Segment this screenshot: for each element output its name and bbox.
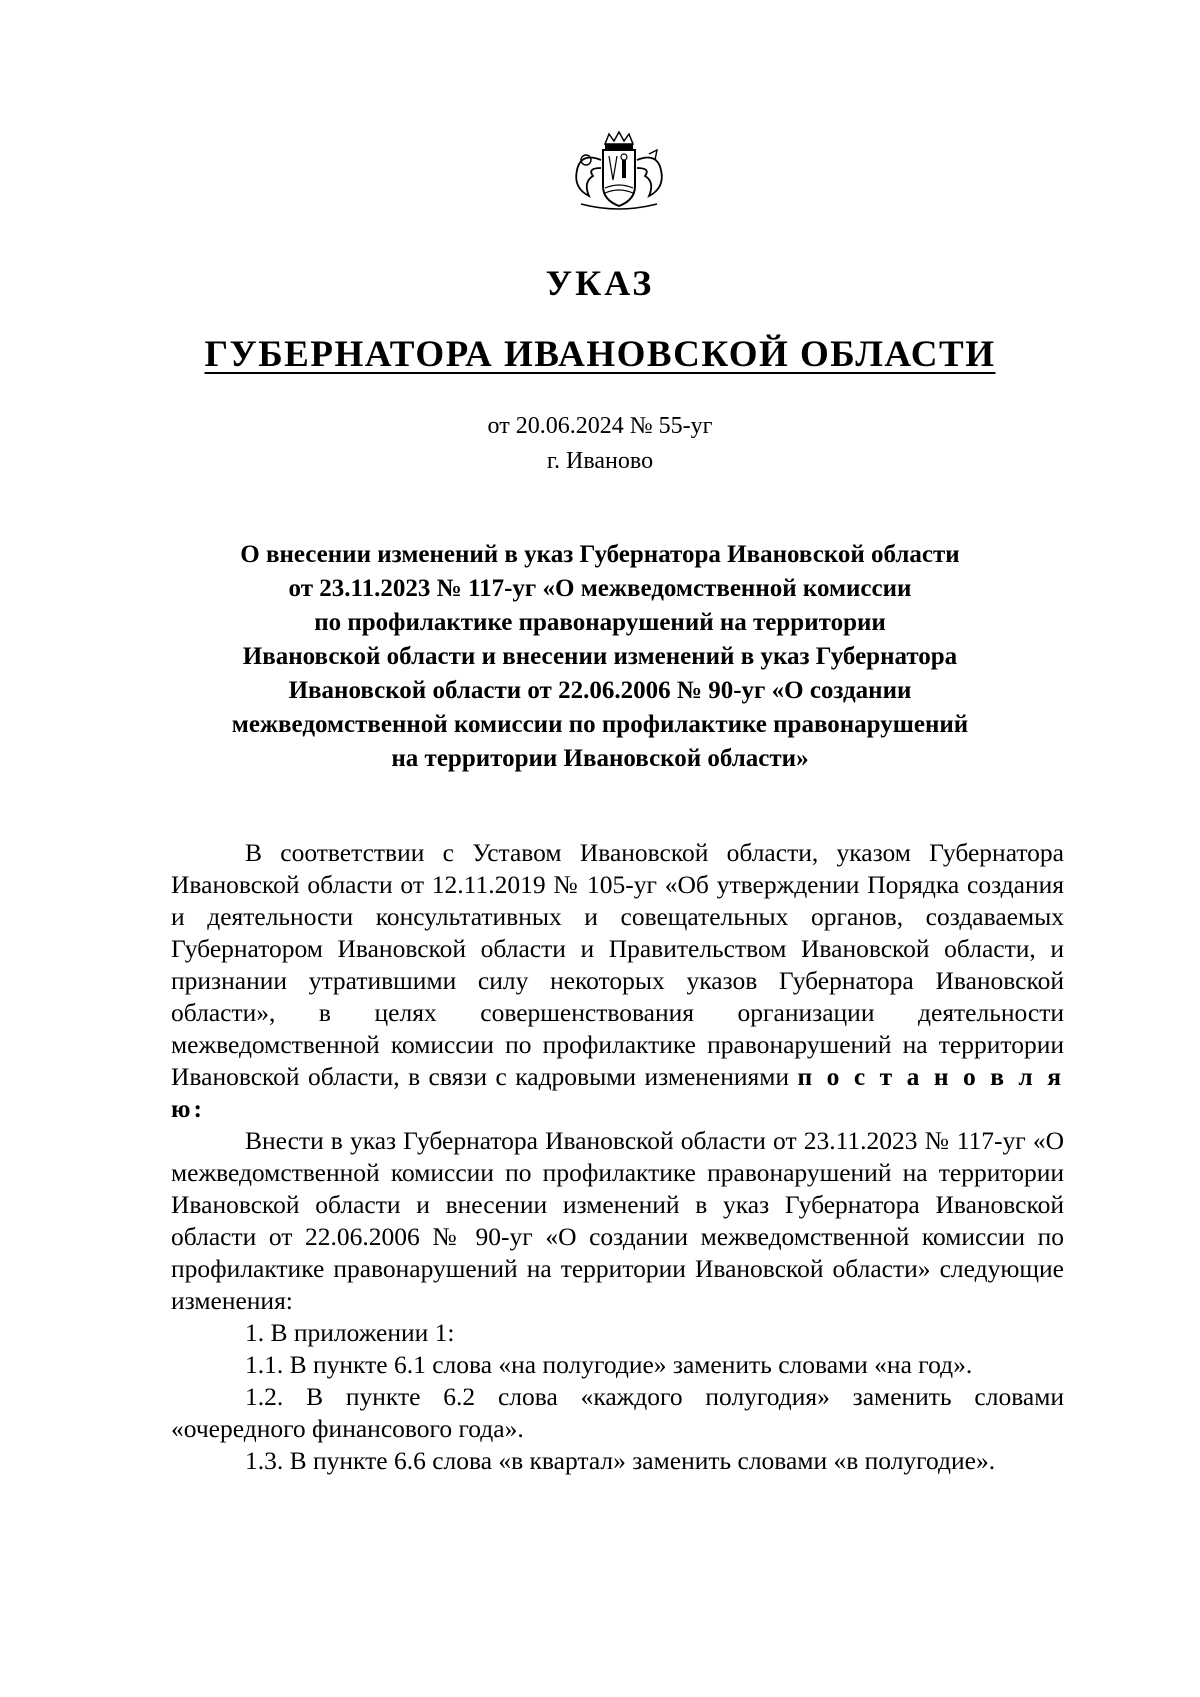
subject-line: от 23.11.2023 № 117-уг «О межведомственной комиссии [288, 575, 912, 602]
subject-line: Ивановской области от 22.06.2006 № 90-уг «О создании [288, 677, 912, 704]
document-type: УКАЗ [545, 263, 655, 303]
subject-line: на территории Ивановской области» [391, 745, 809, 772]
decree-word: п о с т а н о в л я ю: [171, 1062, 1064, 1123]
issuing-authority [0, 333, 1200, 376]
preamble-paragraph [171, 837, 1064, 1125]
issuing-authority-text: ГУБЕРНАТОРА ИВАНОВСКОЙ ОБЛАСТИ [204, 334, 996, 375]
preamble-text: В соответствии с Уставом Ивановской области, указом Губернатора Ивановской области от 12.11.2019 № 105-уг «Об утверждении Порядка создания и деятельности консультативных и совещательных органов, создаваемых Губернатором Ивановской области и Правительством Ивановской области, и признании утратившими силу некоторых указов Губернатора Ивановской области», в целях совершенствования организации деятельности межведомственной комиссии по профилактике правонарушений на территории Ивановской области, в связи с кадровыми изменениями [171, 838, 1064, 1091]
amendment-paragraph: Внести в указ Губернатора Ивановской области от 23.11.2023 № 117-уг «О межведомственной комиссии по профилактике правонарушений на территории Ивановской области и внесении изменений в указ Губернатора Ивановской области от 22.06.2006 № 90-уг «О создании межведомственной комиссии по профилактике правонарушений на территории Ивановской области» следующие изменения: [171, 1126, 1064, 1315]
subject-line: Ивановской области и внесении изменений в указ Губернатора [242, 643, 958, 670]
subject-line: О внесении изменений в указ Губернатора Ивановской области [240, 541, 960, 568]
date-number-line: от 20.06.2024 № 55-уг [487, 413, 713, 439]
subject-line: по профилактике правонарушений на территории [314, 609, 886, 636]
decree-body [171, 837, 1064, 1477]
item-1-2: 1.2. В пункте 6.2 слова «каждого полугодия» заменить словами «очередного финансового года». [171, 1382, 1064, 1443]
item-1-3: 1.3. В пункте 6.6 слова «в квартал» заменить словами «в полугодие». [245, 1446, 996, 1475]
item-1-1: 1.1. В пункте 6.1 слова «на полугодие» заменить словами «на год». [245, 1350, 973, 1379]
item-1: 1. В приложении 1: [245, 1318, 455, 1347]
subject-line: межведомственной комиссии по профилактике правонарушений [231, 711, 969, 738]
decree-subject [150, 538, 1050, 776]
ivanovo-coat-of-arms-icon [559, 130, 679, 216]
city-line: г. Иваново [546, 448, 654, 474]
